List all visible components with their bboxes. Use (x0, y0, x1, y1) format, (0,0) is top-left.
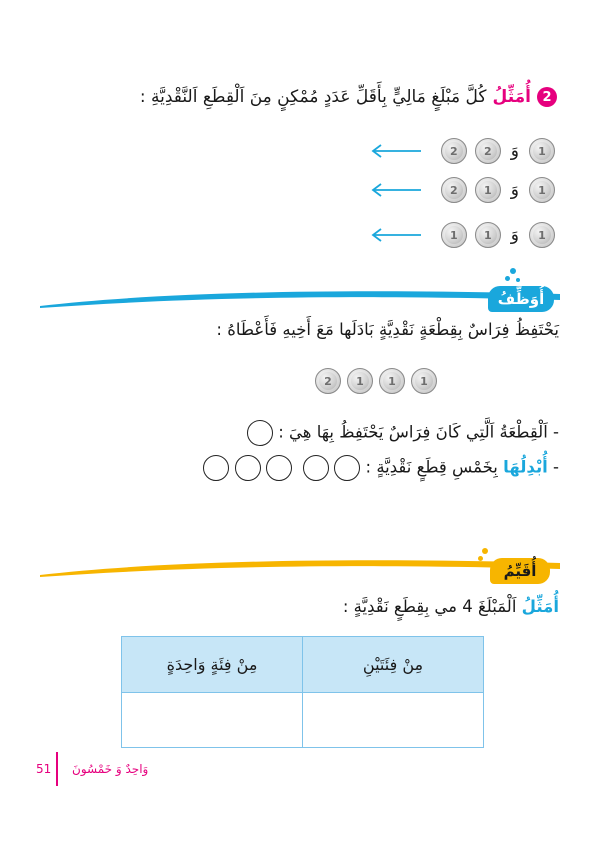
exercise-2-instruction (37, 82, 557, 112)
apply-sentence: يَحْتَفِظُ فِرَاسٌ بِقِطْعَةٍ نَقْدِيَّةٍ بَادَلَها مَعَ أَخِيهِ فَأَعْطَاهُ : (216, 320, 559, 339)
coin-row-3 (371, 220, 555, 250)
coin-icon: 1 (529, 177, 555, 203)
coin-icon: 1 (441, 222, 467, 248)
coin-icon: 2 (441, 138, 467, 164)
table-row (122, 693, 484, 748)
arrow-left-icon (371, 144, 423, 158)
section-tag-apply: أُوَظِّفُ (488, 286, 554, 312)
answer-circle[interactable] (203, 455, 229, 481)
decor-dot (478, 556, 483, 561)
coin-icon: 1 (529, 138, 555, 164)
coin-icon: 1 (347, 368, 373, 394)
arrow-left-icon (371, 228, 423, 242)
evaluate-sentence (343, 597, 559, 616)
coin-icon: 1 (379, 368, 405, 394)
section-tag-evaluate: أُقَيِّمُ (490, 558, 550, 584)
decor-dot (516, 278, 520, 282)
coin-icon: 2 (475, 138, 501, 164)
answer-table (121, 636, 484, 748)
answer-circle[interactable] (303, 455, 329, 481)
exercise-2-text: كُلَّ مَبْلَغٍ مَالِيٍّ بِأَقَلِّ عَدَدٍ مُمْكِنٍ مِنَ اَلْقِطَعِ اَلنَّقْدِيَّةِ : (139, 87, 487, 107)
page-number-words: وَاحِدٌ وَ خَمْسُونَ (72, 762, 149, 776)
coin-row-2 (371, 175, 555, 205)
evaluate-verb: أُمَثِّلُ (521, 597, 559, 616)
page-number: 51 (36, 762, 52, 776)
conjunction: وَ (510, 180, 519, 200)
apply-coins-row (315, 366, 437, 396)
apply-question-2-text: بِخَمْسِ قِطَعٍ نَقْدِيَّةٍ : (365, 457, 498, 477)
table-header-one-denomination: مِنْ فِئَةٍ وَاحِدَةٍ (122, 637, 303, 693)
coin-icon: 2 (441, 177, 467, 203)
apply-question-2: - أُبْدِلُهَا بِخَمْسِ قِطَعٍ نَقْدِيَّةٍ : (203, 455, 559, 481)
table-header-row (122, 637, 484, 693)
exercise-2-verb: أُمَثِّلُ (492, 87, 531, 107)
answer-cell-two-denominations[interactable] (303, 693, 484, 748)
exercise-number-badge: 2 (537, 87, 557, 107)
answer-cell-one-denomination[interactable] (122, 693, 303, 748)
coin-icon: 1 (475, 177, 501, 203)
answer-circle[interactable] (235, 455, 261, 481)
apply-question-1 (247, 420, 559, 446)
table-header-two-denominations: مِنْ فِئَتَيْنِ (303, 637, 484, 693)
conjunction: وَ (510, 225, 519, 245)
decor-dot (505, 276, 510, 281)
section-divider-blue (40, 286, 560, 308)
decor-dot (482, 548, 488, 554)
coin-icon: 1 (411, 368, 437, 394)
coin-icon: 2 (315, 368, 341, 394)
answer-circle[interactable] (247, 420, 273, 446)
apply-question-1-text: - اَلْقِطْعَةُ اَلَّتِي كَانَ فِرَاسٌ يَحْتَفِظُ بِهَا هِيَ : (278, 422, 559, 442)
arrow-left-icon (371, 183, 423, 197)
decor-dot (510, 268, 516, 274)
apply-question-2-verb: أُبْدِلُهَا (503, 457, 548, 477)
coin-icon: 1 (529, 222, 555, 248)
coin-icon: 1 (475, 222, 501, 248)
answer-circle[interactable] (334, 455, 360, 481)
evaluate-text: اَلْمَبْلَغَ 4 مي بِقِطَعٍ نَقْدِيَّةٍ : (342, 597, 517, 616)
footer-divider (56, 752, 58, 786)
answer-circle[interactable] (266, 455, 292, 481)
conjunction: وَ (510, 141, 519, 161)
coin-row-1 (371, 136, 555, 166)
